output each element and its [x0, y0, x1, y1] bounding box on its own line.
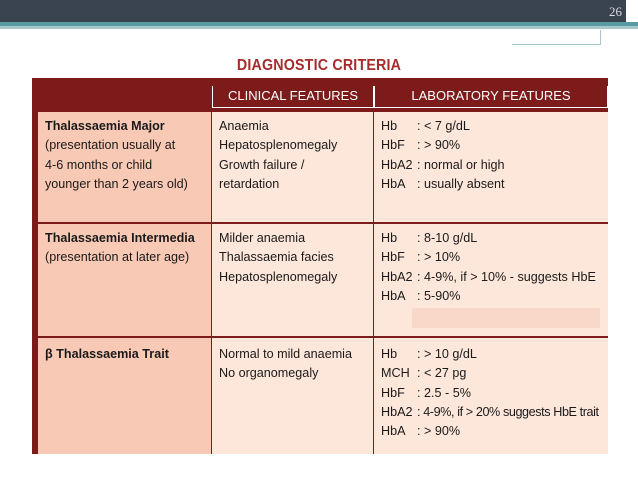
clinical-feature: No organomegaly	[219, 366, 319, 381]
lab-key: HbA2	[381, 404, 413, 419]
condition-name: Thalassaemia Intermedia	[45, 231, 195, 245]
clinical-feature: Thalassaemia facies	[219, 250, 334, 265]
condition-name: β Thalassaemia Trait	[45, 347, 169, 361]
row-thalassaemia-major-lab	[374, 112, 608, 222]
lab-value: : < 7 g/dL	[417, 119, 470, 133]
lab-feature	[381, 268, 608, 287]
lab-feature	[381, 287, 608, 306]
decorative-bracket	[600, 30, 601, 44]
lab-key: MCH	[381, 366, 410, 381]
lab-feature	[381, 403, 608, 422]
lab-value: : normal or high	[417, 157, 505, 172]
clinical-feature: Normal to mild anaemia	[219, 347, 352, 361]
lab-value: : usually absent	[417, 176, 505, 191]
clinical-feature: Anaemia	[219, 119, 269, 133]
lab-feature	[381, 175, 608, 194]
lab-feature	[381, 384, 608, 403]
header-clinical-features: CLINICAL FEATURES	[212, 86, 374, 108]
row-thalassaemia-intermedia-clinical	[212, 224, 373, 336]
lab-key: HbA	[381, 424, 406, 439]
lab-key: HbF	[381, 138, 405, 153]
header-laboratory-features: LABORATORY FEATURES	[374, 86, 608, 108]
lab-value: : > 90%	[417, 424, 461, 439]
row-thalassaemia-major-clinical	[212, 112, 373, 222]
lab-value: : 5-90%	[417, 288, 461, 303]
lab-feature	[381, 229, 608, 248]
row-beta-thalassaemia-trait-lab	[374, 338, 608, 454]
lab-value: : > 10 g/dL	[417, 347, 477, 361]
decorative-bracket-line	[512, 44, 601, 45]
clinical-feature: retardation	[219, 176, 280, 191]
lab-feature	[381, 156, 608, 175]
lab-value: : > 10%	[417, 250, 461, 265]
slide-header	[0, 0, 638, 50]
lab-value: : < 27 pg	[417, 366, 467, 381]
clinical-feature: Growth failure /	[219, 157, 305, 172]
row-thalassaemia-intermedia-lab	[374, 224, 608, 336]
lab-key: HbF	[381, 385, 405, 400]
lab-key: HbA2	[381, 269, 413, 284]
condition-note: younger than 2 years old)	[45, 176, 188, 191]
row-beta-thalassaemia-trait-clinical	[212, 338, 373, 454]
lab-feature	[381, 364, 608, 383]
page-title: DIAGNOSTIC CRITERIA	[236, 57, 402, 74]
lab-feature	[381, 345, 608, 364]
blank-patch	[412, 308, 600, 328]
condition-name: Thalassaemia Major	[45, 119, 165, 133]
clinical-feature: Milder anaemia	[219, 231, 306, 245]
clinical-feature: Hepatosplenomegaly	[219, 269, 338, 284]
lab-key: HbA	[381, 288, 406, 303]
lab-feature	[381, 136, 608, 155]
lab-key: HbF	[381, 250, 405, 265]
condition-note: (presentation at later age)	[45, 250, 190, 265]
header-light-stripe	[0, 26, 638, 29]
row-thalassaemia-major-condition	[38, 112, 211, 222]
lab-value: : > 90%	[417, 138, 461, 153]
condition-note: 4-6 months or child	[45, 157, 153, 172]
lab-feature	[381, 117, 608, 136]
page-number: 26	[609, 4, 622, 19]
lab-key: Hb	[381, 231, 398, 245]
clinical-feature: Hepatosplenomegaly	[219, 138, 338, 153]
criteria-table	[32, 78, 608, 454]
header-bar	[0, 0, 626, 22]
lab-key: HbA2	[381, 157, 413, 172]
lab-feature	[381, 248, 608, 267]
lab-value: : 4-9%, if > 20% suggests HbE trait	[417, 404, 599, 419]
lab-key: Hb	[381, 119, 398, 133]
lab-value: : 4-9%, if > 10% - suggests HbE	[417, 269, 596, 284]
lab-feature	[381, 422, 608, 441]
lab-value: : 2.5 - 5%	[417, 385, 471, 400]
row-beta-thalassaemia-trait-condition	[38, 338, 211, 454]
lab-key: HbA	[381, 176, 406, 191]
lab-key: Hb	[381, 347, 398, 361]
header-cell-empty	[38, 78, 212, 111]
condition-note: (presentation usually at	[45, 138, 176, 153]
row-thalassaemia-intermedia-condition	[38, 224, 211, 336]
lab-value: : 8-10 g/dL	[417, 231, 478, 245]
